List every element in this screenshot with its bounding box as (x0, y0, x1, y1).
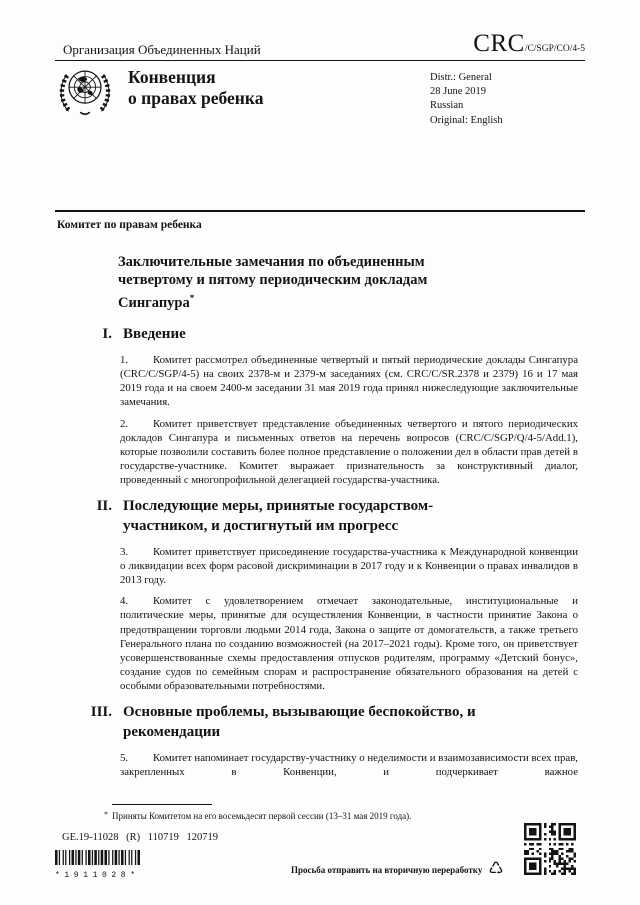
ge-document-number: GE.19-11028 (R) 110719 120719 (62, 832, 218, 843)
section-heading-text: Основные проблемы, вызывающие беспокойство, и рекомендации (123, 703, 476, 740)
language-line: Russian (430, 100, 464, 112)
committee-name: Комитет по правам ребенка (57, 219, 202, 231)
barcode (55, 850, 140, 865)
masthead (56, 62, 263, 120)
paragraph-number: 3. (120, 545, 129, 558)
date-line: 28 June 2019 (430, 86, 486, 98)
title-footnote-marker: * (189, 293, 195, 303)
distribution-block (430, 71, 503, 128)
footnote-separator-rule (112, 804, 212, 805)
header-divider-rule (55, 210, 585, 212)
paragraph-text: Комитет приветствует присоединение государства-участника к Международной конвенции о ликвидации всех форм расовой дискриминации в 2017 году и к Конвенции о правах инвалидов в 2013 году. (120, 545, 578, 587)
paragraph-text: Комитет рассмотрел объединенные четвертый и пятый периодические доклады Сингапура (CRC/C/SGP/4-5) на своих 2378-м и 2379-м заседаниях (см. CRC/C/SR.2378 и 2379) 16 и 17 мая 2019 года и на своем 2400-м заседании 31 мая 2019 года принял нижеследующие заключительные замечания. (120, 353, 578, 409)
paragraph-number: 2. (120, 417, 129, 430)
section-numeral: II. (96, 497, 112, 514)
paragraph-text: Комитет приветствует представление объединенных четвертого и пятого периодических докладов Сингапура и письменных ответов на перечень вопросов (CRC/C/SGP/Q/4-5/Add.1), которые позволили составить более полное представление о положении дел в области прав детей в государстве-участнике. Комитет выражает признательность за конструктивный диалог, проведенный с многопрофильной делегацией государства-участника. (120, 417, 578, 487)
convention-title-line1: Конвенция (128, 67, 216, 87)
section-numeral: I. (102, 325, 112, 342)
document-header (55, 30, 585, 61)
section-numeral: III. (90, 703, 112, 720)
document-title (118, 253, 468, 312)
paragraph-3 (120, 545, 578, 588)
original-language-line: Original: English (430, 114, 503, 126)
paragraph-text: Комитет напоминает государству-участнику о неделимости и взаимозависимости всех прав, закрепленных в Конвенции, и подчеркивает важное (120, 751, 578, 778)
document-symbol-main: CRC (473, 30, 525, 57)
footnote (55, 810, 515, 821)
document-symbol (473, 30, 585, 58)
section-heading-concerns (55, 702, 578, 742)
un-emblem-logo (56, 62, 114, 120)
org-name: Организация Объединенных Наций (63, 42, 261, 57)
qr-code (524, 823, 576, 875)
paragraph-4 (120, 594, 578, 693)
paragraph-number: 4. (120, 595, 129, 608)
paragraph-text: Комитет с удовлетворением отмечает законодательные, институциональные и политические меры, принятые для осуществления Конвенции, в частности принятие Закона о предотвращении торговли людьми 2014 года, Закона о защите от домогательств, а также третьего Генерального плана по созданию возможностей (на 2017–2021 годы). Кроме того, он приветствует усовершенствованные схемы предоставления отпусков родителям, программу «Детский бонус», создание судов по семейным спорам и распространение обязательного образования на детей с особыми образовательными потребностями. (120, 595, 578, 693)
document-title-text: Заключительные замечания по объединенным четвертому и пятому периодическим докладам Сингапура (118, 254, 428, 311)
distr-line: Distr.: General (430, 72, 492, 83)
document-symbol-suffix: /C/SGP/CO/4-5 (524, 44, 585, 54)
recycle-icon: ♺ (488, 859, 504, 879)
document-body (55, 253, 578, 786)
section-heading-text: Последующие меры, принятые государством-участником, и достигнутый им прогресс (123, 497, 434, 534)
paragraph-1 (120, 353, 578, 410)
footnote-text: Приняты Комитетом на его восемьдесят первой сессии (13–31 мая 2019 года). (112, 811, 412, 821)
paragraph-5 (120, 751, 578, 779)
section-heading-text: Введение (123, 325, 186, 342)
barcode-text: *1911028* (55, 871, 140, 880)
recycle-text: Просьба отправить на вторичную переработку (291, 864, 483, 875)
paragraph-number: 1. (120, 353, 129, 366)
convention-title-line2: о правах ребенка (128, 88, 264, 108)
footnote-marker: * (104, 810, 108, 819)
paragraph-number: 5. (120, 751, 129, 764)
section-heading-introduction (55, 324, 578, 344)
paragraph-2 (120, 417, 578, 488)
section-heading-follow-up (55, 496, 578, 536)
recycle-notice (291, 861, 504, 878)
footnote-block (55, 804, 515, 821)
convention-title (128, 67, 263, 109)
barcode-block (55, 850, 141, 880)
